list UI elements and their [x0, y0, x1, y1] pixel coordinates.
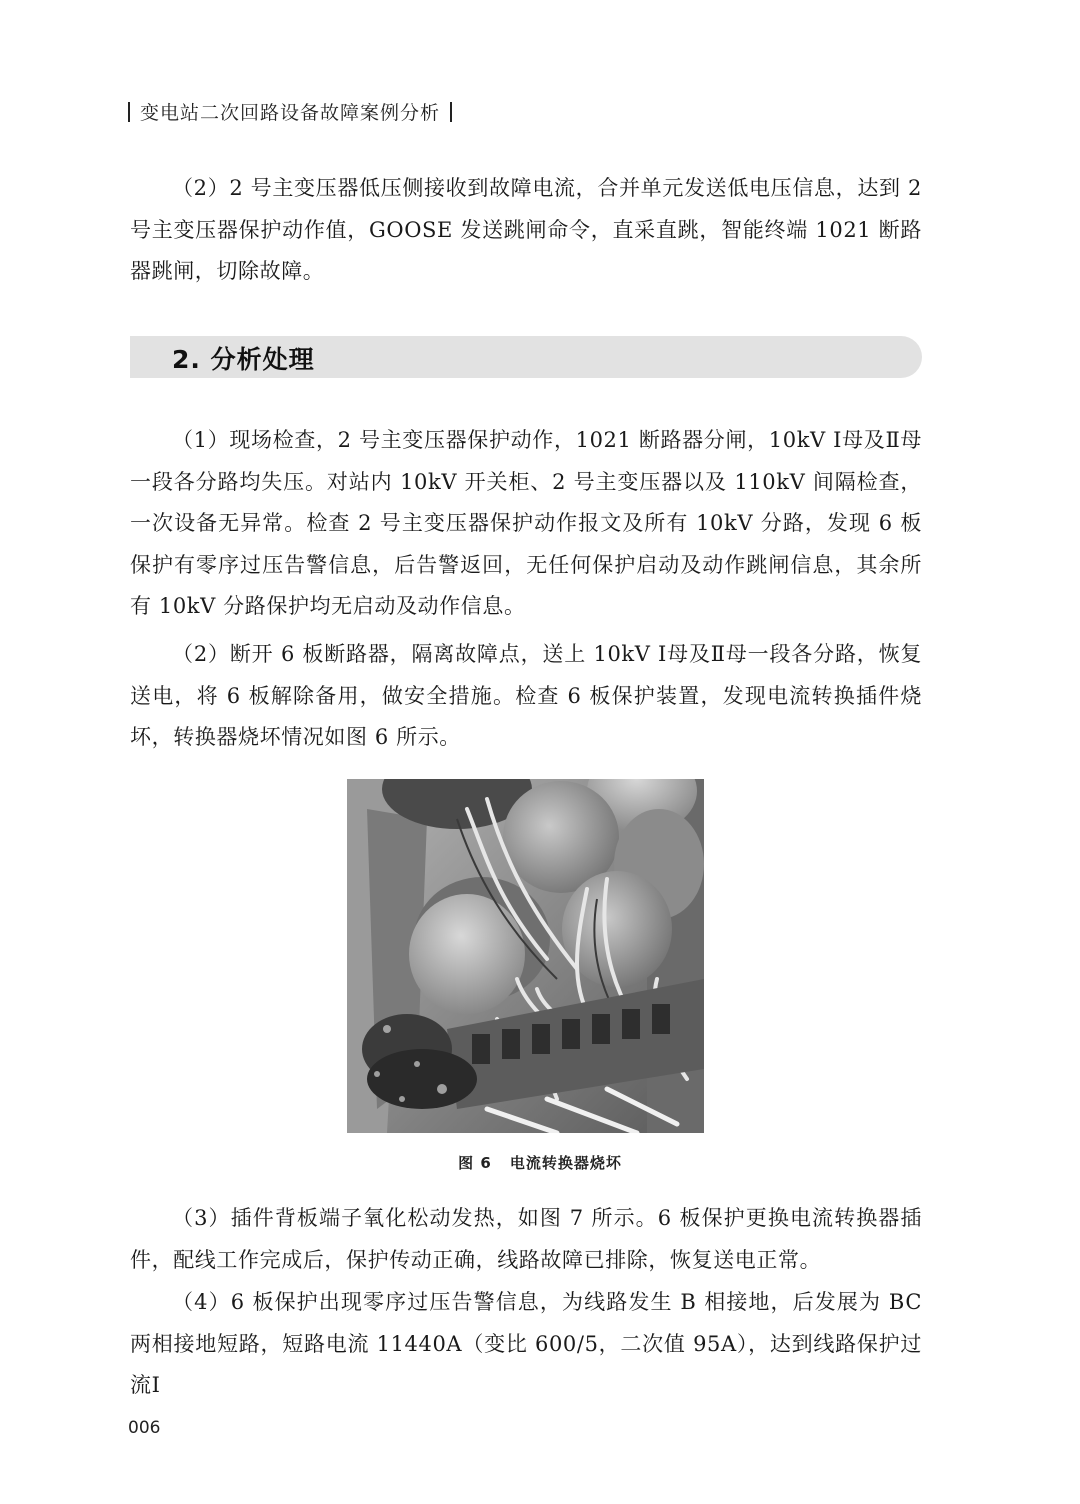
paragraph-4: （4）6 板保护出现零序过压告警信息，为线路发生 B 相接地，后发展为 BC 两相接地短路，短路电流 11440A（变比 600/5，二次值 95A），达到线路保护过流Ⅰ — [130, 1290, 922, 1397]
page-number: 006 — [128, 1418, 161, 1438]
paragraph-1: （1）现场检查，2 号主变压器保护动作，1021 断路器分闸，10kV Ⅰ母及Ⅱ母一段各分路均失压。对站内 10kV 开关柜、2 号主变压器以及 110kV 间隔检查，一次设备无异常。检查 2 号主变压器保护动作报文及所有 10kV 分路，发现 6 板保护有零序过压告警信息，后告警返回，无任何保护启动及动作跳闸信息，其余所有 10kV 分路保护均无启动及动作信息。 — [130, 428, 922, 618]
running-head — [128, 98, 452, 125]
paragraph-3: （3）插件背板端子氧化松动发热，如图 7 所示。6 板保护更换电流转换器插件，配线工作完成后，保护传动正确，线路故障已排除，恢复送电正常。 — [130, 1206, 922, 1272]
figure-label: 图 6 — [458, 1154, 492, 1172]
figure-caption — [0, 1152, 1080, 1173]
figure-title: 电流转换器烧坏 — [509, 1154, 622, 1172]
section-title: 2. 分析处理 — [172, 345, 315, 374]
running-head-right-rule — [450, 102, 452, 122]
paragraph-top: （2）2 号主变压器低压侧接收到故障电流，合并单元发送低电压信息，达到 2 号主变压器保护动作值，GOOSE 发送跳闸命令，直采直跳，智能终端 1021 断路器跳闸，切除故障。 — [130, 176, 922, 283]
paragraph-2: （2）断开 6 板断路器，隔离故障点，送上 10kV Ⅰ母及Ⅱ母一段各分路，恢复送电，将 6 板解除备用，做安全措施。检查 6 板保护装置，发现电流转换插件烧坏，转换器烧坏情况如图 6 所示。 — [130, 642, 922, 749]
figure-photo-burnt-converter — [347, 779, 704, 1133]
running-head-text: 变电站二次回路设备故障案例分析 — [140, 102, 441, 124]
section-heading-bar — [130, 336, 922, 378]
running-head-left-rule — [128, 102, 130, 122]
